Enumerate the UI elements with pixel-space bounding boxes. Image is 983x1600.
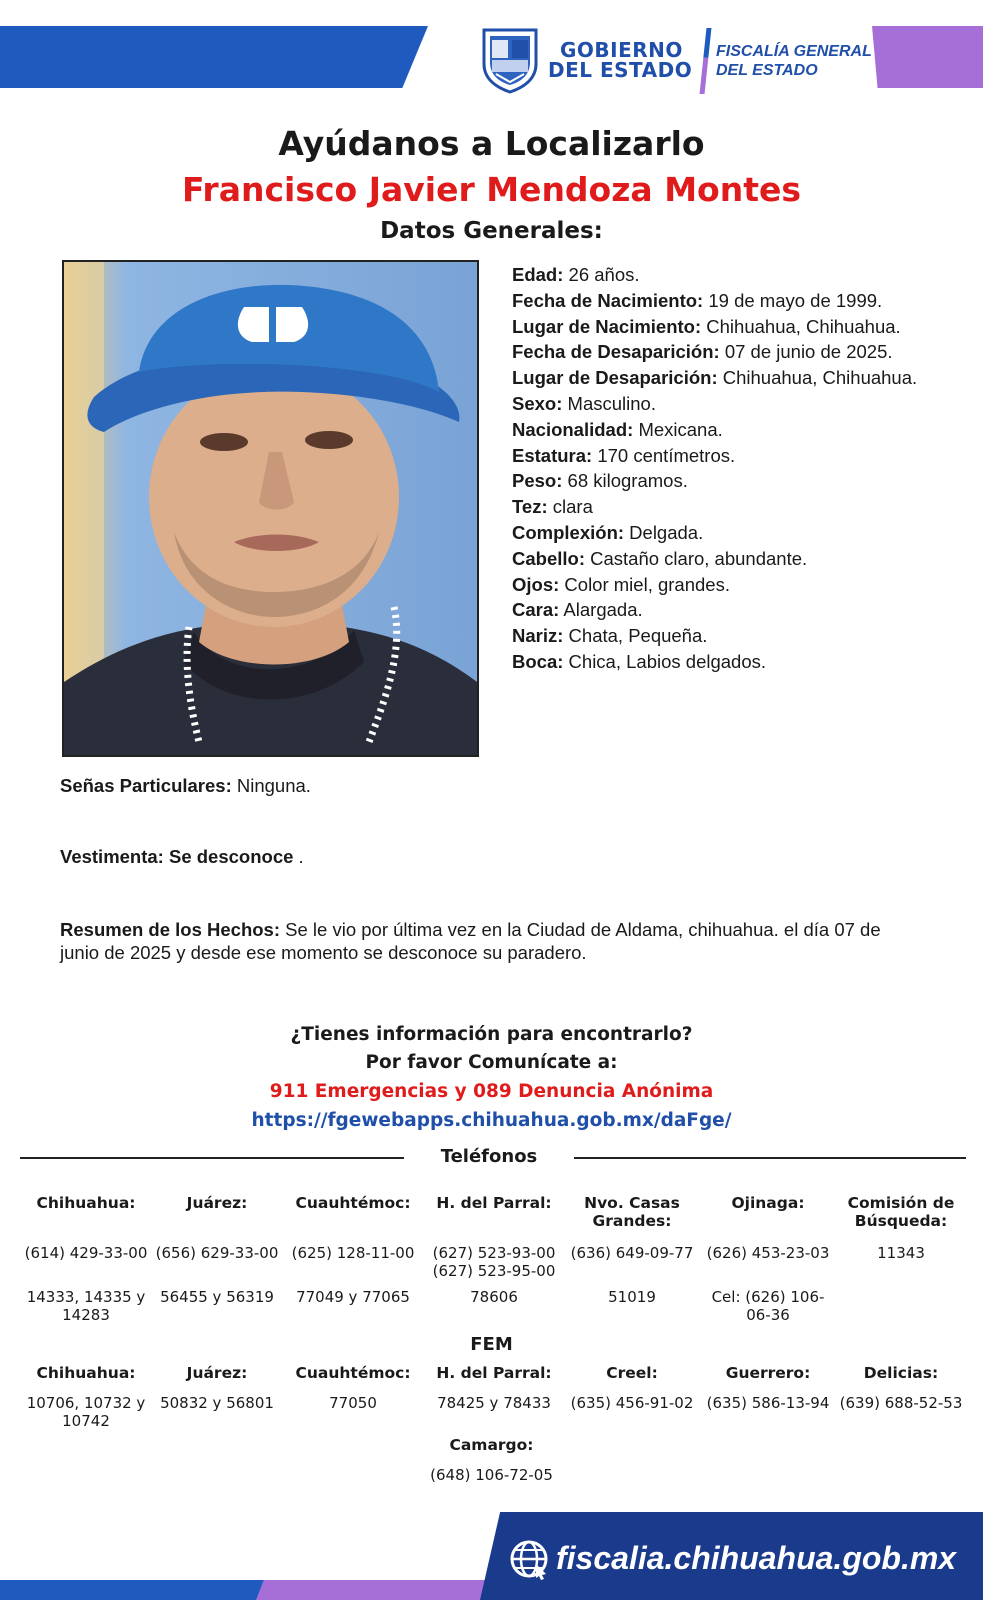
data-value: Chica, Labios delgados.	[563, 650, 767, 672]
data-estatura	[512, 443, 972, 469]
tel-extension: 14333, 14335 y 14283	[26, 1288, 146, 1324]
fem-value: 78425 y 78433	[437, 1394, 551, 1412]
data-value: 19 de mayo de 1999.	[703, 289, 883, 311]
header-purple-band	[872, 26, 983, 88]
data-label: Cabello:	[512, 547, 585, 569]
fem-camargo-header: Camargo:	[449, 1436, 534, 1454]
fem-value: (635) 456-91-02	[570, 1394, 694, 1412]
data-value: 68 kilogramos.	[562, 470, 688, 492]
fem-header: Chihuahua:	[36, 1364, 136, 1382]
contact-url-link[interactable]: https://fgewebapps.chihuahua.gob.mx/daFge/	[251, 1110, 732, 1131]
data-label: Edad:	[512, 264, 564, 285]
data-label: Boca:	[512, 650, 564, 672]
tel-phone: (626) 453-23-03	[706, 1244, 830, 1262]
general-data-list	[512, 262, 972, 675]
data-value: 07 de junio de 2025.	[719, 341, 893, 363]
data-value: Chata, Pequeña.	[563, 625, 708, 647]
contact-question: ¿Tienes información para encontrarlo?	[290, 1024, 693, 1045]
data-fecha-desaparicion	[512, 339, 972, 365]
resumen-value: Se le vio por última vez en la Ciudad de Aldama, chihuahua. el día 07 de junio de 2025 y desde ese momento se desconoce su paradero.	[60, 919, 881, 963]
tel-phone: (627) 523-93-00 (627) 523-95-00	[432, 1244, 556, 1280]
fem-header: Cuauhtémoc:	[295, 1364, 411, 1382]
tel-header: Ojinaga:	[731, 1194, 805, 1212]
fem-header: Delicias:	[863, 1364, 939, 1382]
vestimenta-label: Vestimenta: Se desconoce	[60, 846, 294, 867]
page-title: Ayúdanos a Localizarlo	[278, 124, 705, 163]
header-divider	[700, 28, 712, 94]
resumen-label: Resumen de los Hechos:	[60, 919, 281, 940]
data-label: Cara:	[512, 599, 560, 621]
tel-header: H. del Parral:	[436, 1194, 552, 1212]
data-label: Nacionalidad:	[512, 418, 634, 440]
data-value: Alargada.	[559, 599, 643, 621]
data-fecha-nacimiento	[512, 288, 972, 314]
fem-headers	[20, 1364, 966, 1382]
data-label: Ojos:	[512, 573, 560, 595]
fem-value: 77050	[329, 1394, 377, 1412]
tel-extension: 56455 y 56319	[160, 1288, 274, 1306]
data-label: Complexión:	[512, 521, 625, 543]
fem-header: Juárez:	[186, 1364, 248, 1382]
tel-phone: (636) 649-09-77	[570, 1244, 694, 1262]
person-name: Francisco Javier Mendoza Montes	[182, 170, 801, 209]
data-cabello	[512, 546, 972, 572]
tel-header: Comisión de Búsqueda:	[847, 1194, 955, 1230]
data-label: Fecha de Nacimiento:	[512, 289, 704, 311]
contact-emergency: 911 Emergencias y 089 Denuncia Anónima	[269, 1081, 714, 1102]
gobierno-line-2: DEL ESTADO	[548, 58, 693, 82]
footer-purple-band	[256, 1580, 516, 1600]
data-value: 170 centímetros.	[592, 444, 736, 466]
senas-value: Ninguna.	[231, 775, 311, 796]
data-label: Nariz:	[512, 625, 564, 647]
data-complexion	[512, 520, 972, 546]
data-label: Estatura:	[512, 444, 593, 466]
fiscalia-line-1: FISCALÍA GENERAL	[716, 43, 872, 60]
tel-extension: Cel: (626) 106-06-36	[711, 1288, 825, 1324]
data-label: Tez:	[512, 496, 548, 518]
data-edad	[512, 262, 972, 288]
data-value: Castaño claro, abundante.	[584, 547, 808, 569]
data-label: Sexo:	[512, 392, 563, 414]
tel-phone: 11343	[877, 1244, 925, 1262]
section-subtitle: Datos Generales:	[380, 218, 603, 244]
data-nacionalidad	[512, 417, 972, 443]
resumen-hechos	[60, 918, 920, 964]
tel-header: Chihuahua:	[36, 1194, 136, 1212]
vestimenta-value: .	[293, 846, 304, 867]
data-nariz	[512, 623, 972, 649]
tel-header: Cuauhtémoc:	[295, 1194, 411, 1212]
footer-url[interactable]: fiscalia.chihuahua.gob.mx	[556, 1540, 957, 1576]
fem-values	[20, 1394, 966, 1430]
data-label: Lugar de Nacimiento:	[512, 315, 702, 337]
data-boca	[512, 649, 972, 675]
divider-right	[574, 1157, 966, 1159]
fem-value: 50832 y 56801	[160, 1394, 274, 1412]
fem-value: (639) 688-52-53	[839, 1394, 963, 1412]
fem-camargo-value: (648) 106-72-05	[430, 1466, 553, 1484]
fem-header: H. del Parral:	[436, 1364, 552, 1382]
data-value: Masculino.	[562, 392, 656, 414]
telefonos-headers	[20, 1194, 966, 1230]
tel-extension: 51019	[608, 1288, 656, 1306]
fem-value: 10706, 10732 y 10742	[26, 1394, 146, 1430]
data-peso	[512, 468, 972, 494]
gobierno-wordmark	[548, 40, 696, 80]
vestimenta	[60, 845, 304, 868]
telefonos-phones	[20, 1244, 966, 1280]
data-value: Chihuahua, Chihuahua.	[717, 367, 918, 389]
data-lugar-desaparicion	[512, 365, 972, 391]
globe-icon	[508, 1538, 550, 1580]
fiscalia-wordmark	[716, 42, 872, 80]
tel-header: Nvo. Casas Grandes:	[584, 1194, 680, 1230]
divider-left	[20, 1157, 404, 1159]
data-value: 26 años.	[563, 264, 640, 285]
contact-please: Por favor Comunícate a:	[365, 1052, 618, 1073]
data-value: clara	[547, 496, 593, 518]
telefonos-title: Teléfonos	[440, 1146, 538, 1167]
data-value: Color miel, grandes.	[559, 573, 730, 595]
data-value: Mexicana.	[633, 418, 723, 440]
data-value: Delgada.	[624, 521, 704, 543]
person-photo	[62, 260, 479, 757]
fem-header: Creel:	[606, 1364, 658, 1382]
tel-phone: (614) 429-33-00	[24, 1244, 148, 1262]
data-label: Lugar de Desaparición:	[512, 367, 718, 389]
fem-header: Guerrero:	[725, 1364, 811, 1382]
senas-particulares	[60, 774, 311, 797]
data-tez	[512, 494, 972, 520]
tel-extension: 78606	[470, 1288, 518, 1306]
fem-title: FEM	[470, 1334, 513, 1355]
tel-phone: (656) 629-33-00	[155, 1244, 279, 1262]
fem-value: (635) 586-13-94	[706, 1394, 830, 1412]
data-sexo	[512, 391, 972, 417]
state-shield-icon	[480, 26, 540, 94]
data-value: Chihuahua, Chihuahua.	[701, 315, 901, 337]
data-label: Peso:	[512, 470, 563, 492]
data-label: Fecha de Desaparición:	[512, 341, 720, 363]
data-ojos	[512, 572, 972, 598]
tel-extension: 77049 y 77065	[296, 1288, 410, 1306]
fiscalia-line-2: DEL ESTADO	[716, 62, 818, 79]
gobierno-line-1: GOBIERNO	[560, 38, 683, 62]
data-cara	[512, 597, 972, 623]
tel-header: Juárez:	[186, 1194, 248, 1212]
header-blue-band	[0, 26, 428, 88]
tel-phone: (625) 128-11-00	[291, 1244, 415, 1262]
telefonos-extensions	[20, 1288, 966, 1324]
tel-extension	[836, 1288, 966, 1324]
data-lugar-nacimiento	[512, 314, 972, 340]
senas-label: Señas Particulares:	[60, 775, 232, 796]
